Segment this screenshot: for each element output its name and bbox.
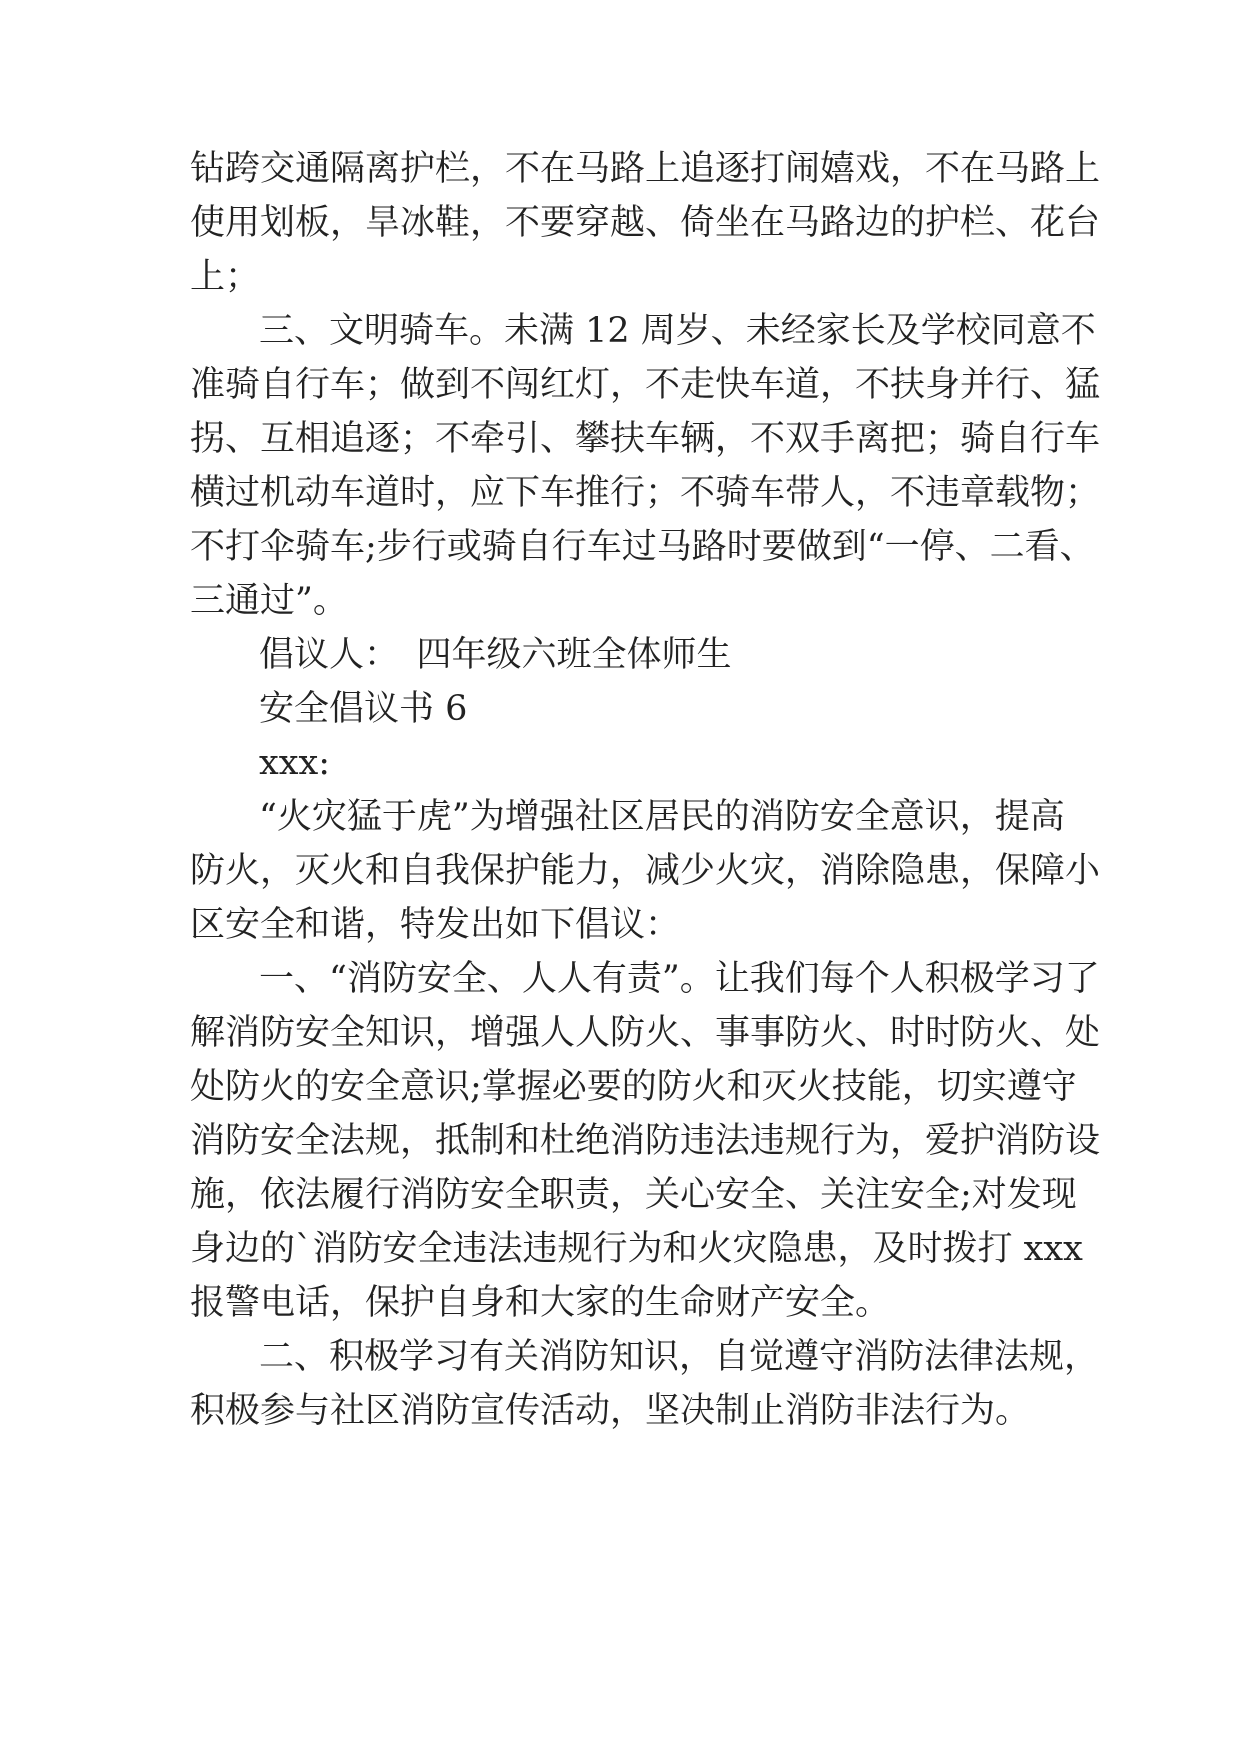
text-line: 消防安全法规，抵制和杜绝消防违法违规行为，爱护消防设 (190, 1121, 1101, 1161)
text-line: 报警电话，保护自身和大家的生命财产安全。 (190, 1283, 891, 1323)
text-line: 钻跨交通隔离护栏，不在马路上追逐打闹嬉戏，不在马路上 (190, 149, 1101, 189)
text-line: 区安全和谐，特发出如下倡议： (190, 905, 681, 945)
paragraph-start-line: 一、“消防安全、人人有责”。让我们每个人积极学习了 (259, 959, 1100, 999)
text-line: 拐、互相追逐；不牵引、攀扶车辆，不双手离把；骑自行车 (190, 419, 1101, 459)
text-line: 准骑自行车；做到不闯红灯，不走快车道，不扶身并行、猛 (190, 365, 1101, 405)
paragraph-start-line: “火灾猛于虎”为增强社区居民的消防安全意识，提高 (259, 797, 1065, 837)
text-line: 横过机动车道时，应下车推行；不骑车带人，不违章载物； (190, 473, 1101, 513)
text-line: 身边的`消防安全违法违规行为和火灾隐患，及时拨打 xxx (190, 1229, 1083, 1269)
text-line: 三通过”。 (190, 581, 348, 621)
section-title: 安全倡议书 6 (259, 689, 468, 729)
salutation: xxx: (259, 743, 331, 783)
signature-line: 倡议人： 四年级六班全体师生 (259, 635, 732, 675)
paragraph-start-line: 二、积极学习有关消防知识，自觉遵守消防法律法规， (259, 1337, 1100, 1377)
paragraph-start-line: 三、文明骑车。未满 12 周岁、未经家长及学校同意不 (259, 311, 1096, 351)
text-line: 积极参与社区消防宣传活动，坚决制止消防非法行为。 (190, 1391, 1031, 1431)
text-line: 不打伞骑车;步行或骑自行车过马路时要做到“一停、二看、 (190, 527, 1095, 567)
text-line: 上； (190, 257, 261, 297)
text-line: 使用划板，旱冰鞋，不要穿越、倚坐在马路边的护栏、花台 (190, 203, 1101, 243)
text-line: 处防火的安全意识;掌握必要的防火和灭火技能，切实遵守 (190, 1067, 1077, 1107)
text-line: 防火，灭火和自我保护能力，减少火灾，消除隐患，保障小 (190, 851, 1101, 891)
text-line: 施，依法履行消防安全职责，关心安全、关注安全;对发现 (190, 1175, 1077, 1215)
text-line: 解消防安全知识，增强人人防火、事事防火、时时防火、处 (190, 1013, 1101, 1053)
